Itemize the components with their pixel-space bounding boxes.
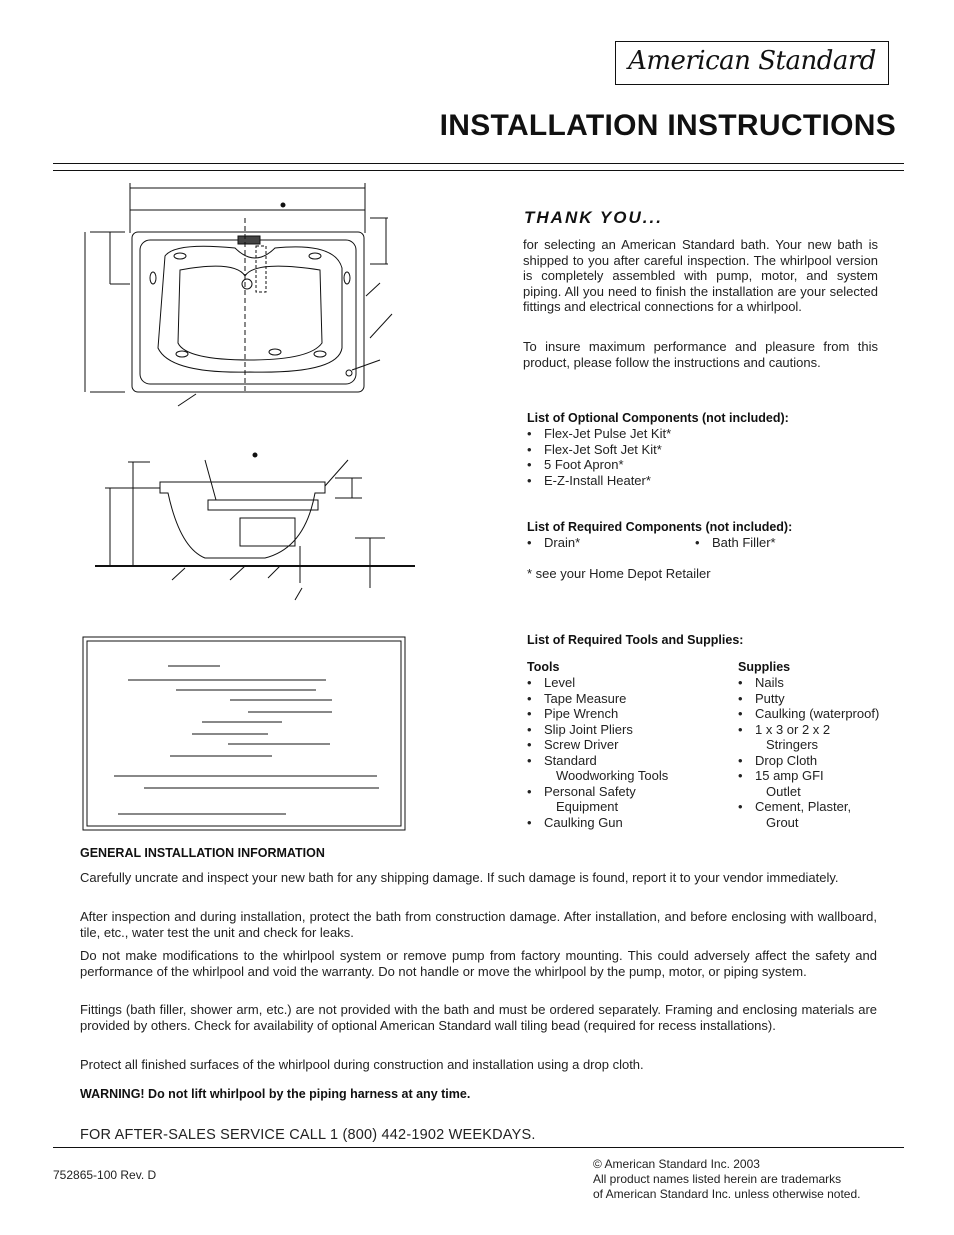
label-box-diagram [82, 636, 407, 832]
list-item: • E-Z-Install Heater* [527, 472, 651, 488]
page-title: INSTALLATION INSTRUCTIONS [439, 109, 896, 142]
general-info-heading: GENERAL INSTALLATION INFORMATION [80, 846, 325, 860]
tub-top-view-diagram [70, 178, 410, 418]
copyright-line: © American Standard Inc. 2003 [593, 1157, 760, 1171]
general-paragraph-2: After inspection and during installation, protect the bath from construction damage. After installation, and before enclosing with wallboard, tile, etc., water test the unit and check for leaks. [80, 909, 877, 940]
required-component-bath-filler: • Bath Filler* [695, 535, 776, 550]
list-item: • 5 Foot Apron* [527, 457, 624, 472]
list-item: • Screw Driver [527, 737, 619, 752]
list-item: • Caulking (waterproof) [738, 706, 880, 721]
list-item: • Putty [738, 690, 785, 706]
tub-side-view-diagram [90, 448, 420, 613]
list-item: Stringers [766, 737, 819, 752]
supplies-list [738, 675, 879, 830]
list-item: • Level [527, 675, 576, 690]
trademark-line-1: All product names listed herein are trademarks [593, 1172, 842, 1186]
list-item: • Personal Safety [527, 783, 636, 799]
optional-components-heading: List of Optional Components (not included): [527, 411, 789, 425]
header-rule-top [53, 163, 904, 164]
list-item: • Standard [527, 752, 597, 768]
copyright-notice [593, 1157, 861, 1202]
tools-supplies-heading: List of Required Tools and Supplies: [527, 633, 744, 647]
warning-text: WARNING! Do not lift whirlpool by the piping harness at any time. [80, 1087, 471, 1101]
general-paragraph-5: Protect all finished surfaces of the whirlpool during construction and installation using a drop cloth. [80, 1057, 644, 1072]
list-item: • Tape Measure [527, 690, 627, 706]
brand-logo-text: American Standard [628, 46, 876, 76]
part-number: 752865-100 Rev. D [53, 1168, 157, 1182]
thank-you-paragraph-2: To insure maximum performance and pleasure from this product, please follow the instructions and cautions. [523, 339, 878, 370]
list-item: • Flex-Jet Pulse Jet Kit* [527, 426, 672, 441]
header-rule-bottom [53, 170, 904, 171]
list-item: • Drop Cloth [738, 752, 818, 768]
trademark-line-2: of American Standard Inc. unless otherwise noted. [593, 1187, 861, 1201]
required-component-drain: • Drain* [527, 535, 581, 550]
list-item: • Pipe Wrench [527, 706, 619, 721]
list-item: • Caulking Gun [527, 814, 623, 830]
supplies-heading: Supplies [738, 660, 791, 674]
list-item: • Flex-Jet Soft Jet Kit* [527, 441, 662, 457]
service-phone-line: FOR AFTER-SALES SERVICE CALL 1 (800) 442-1902 WEEKDAYS. [80, 1127, 536, 1143]
list-item: • Nails [738, 675, 784, 690]
list-item: • 1 x 3 or 2 x 2 [738, 721, 831, 737]
thank-you-paragraph-1: for selecting an American Standard bath. Your new bath is shipped to you after careful inspection. The whirlpool version is completely assembled with pump, motor, and system piping. All you need to finish the installation are your selected fittings and electrical connections for a whirlpool. [523, 237, 878, 314]
list-item: • 15 amp GFI [738, 768, 824, 783]
optional-components-list [527, 426, 671, 488]
list-item: Equipment [556, 799, 619, 814]
list-item: Woodworking Tools [556, 768, 669, 783]
list-item: Outlet [766, 783, 801, 799]
required-components-heading: List of Required Components (not included): [527, 520, 793, 534]
required-components-note: * see your Home Depot Retailer [527, 566, 711, 581]
general-paragraph-1: Carefully uncrate and inspect your new bath for any shipping damage. If such damage is found, report it to your vendor immediately. [80, 870, 839, 885]
general-paragraph-4: Fittings (bath filler, shower arm, etc.) are not provided with the bath and must be ordered separately. Framing and enclosing materials are provided by others. Check for availability of optional American Standard wall tiling bead (required for recess installations). [80, 1002, 877, 1033]
list-item: Grout [766, 814, 799, 830]
footer-rule [53, 1147, 904, 1148]
thank-you-title: THANK YOU... [524, 208, 663, 227]
list-item: • Cement, Plaster, [738, 799, 852, 814]
general-paragraph-3: Do not make modifications to the whirlpool system or remove pump from factory mounting. This could adversely affect the safety and performance of the whirlpool and void the warranty. Do not handle or move the whirlpool by the pump, motor, or piping system. [80, 948, 877, 979]
tools-list [527, 675, 668, 830]
list-item: • Slip Joint Pliers [527, 721, 633, 737]
tools-heading: Tools [527, 660, 560, 674]
brand-logo [615, 41, 889, 85]
